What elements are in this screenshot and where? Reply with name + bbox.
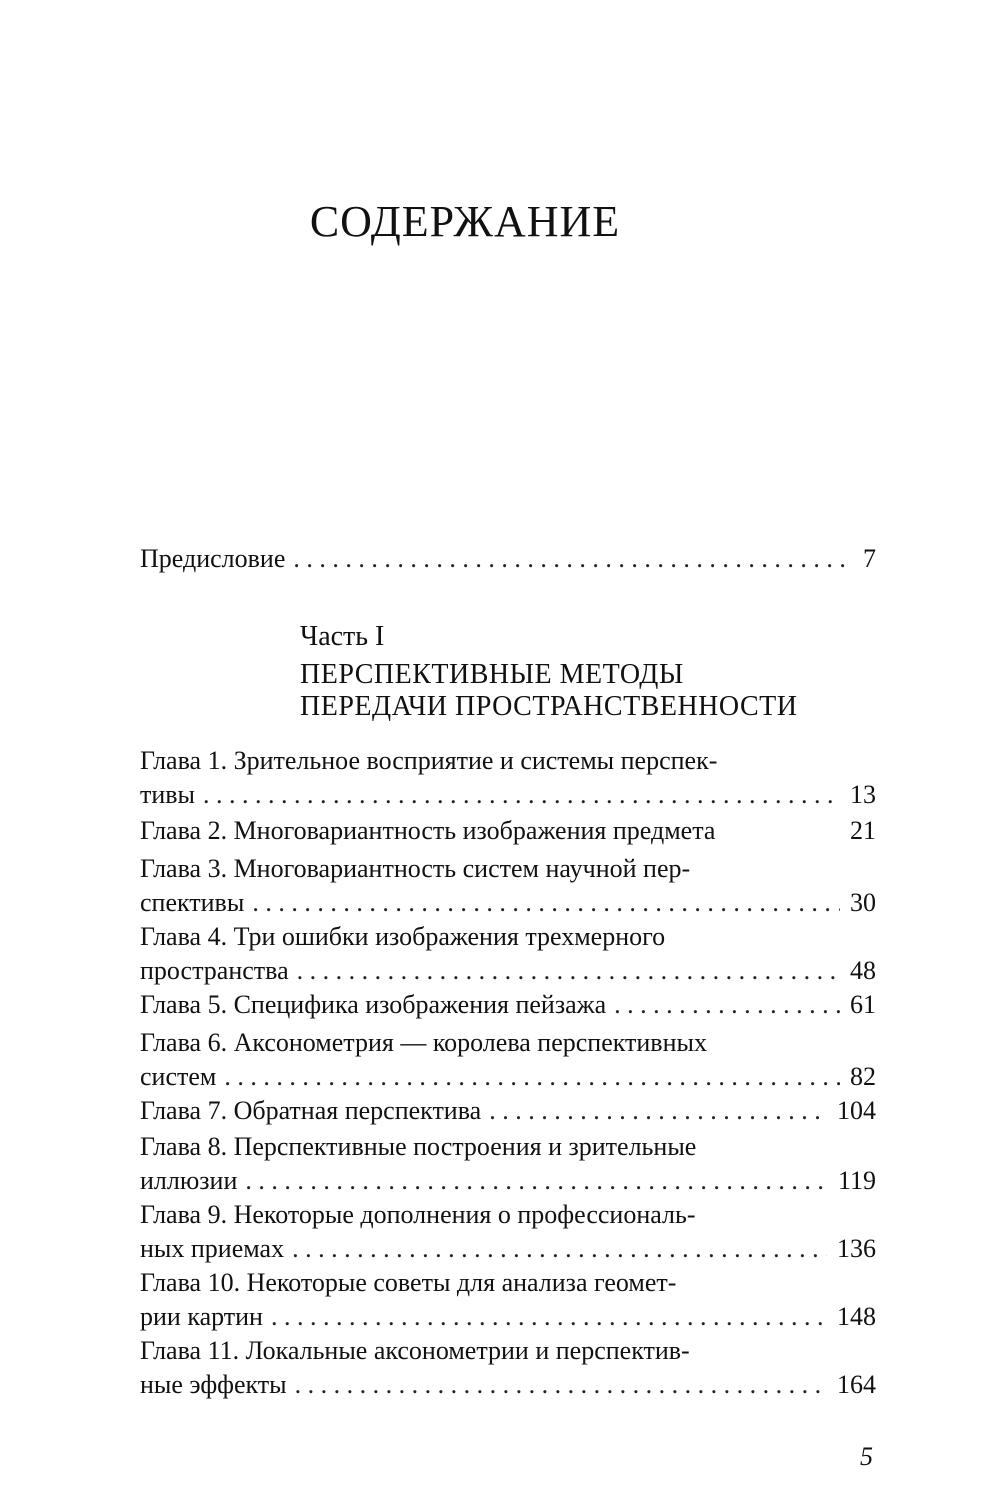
toc-entry-chapter-4[interactable] [140,920,876,988]
page-title: СОДЕРЖАНИЕ [309,197,621,246]
toc-entry-line: Глава 6. Аксонометрия — королева перспективных [140,1028,707,1057]
toc-entry-preface[interactable] [140,542,876,576]
toc-entry-line: Глава 3. Многовариантность систем научной пер- [140,854,691,883]
toc-page-number: 119 [837,1166,876,1195]
toc-entry-chapter-9[interactable] [140,1198,876,1266]
toc-entry-label: Глава 7. Обратная перспектива [140,1096,482,1125]
toc-entry-chapter-2[interactable] [140,814,876,848]
leader-dots [297,954,840,988]
leader-dots [292,1232,827,1266]
page-number-folio: 5 [860,1442,873,1471]
toc-page-number: 21 [850,816,876,845]
part-label: Часть I [300,621,385,652]
toc-page-number: 148 [837,1302,876,1331]
part-heading-line-2: ПЕРЕДАЧИ ПРОСТРАНСТВЕННОСТИ [300,691,798,722]
leader-dots [224,1060,840,1094]
toc-entry-chapter-10[interactable] [140,1266,876,1334]
part-heading-line-1: ПЕРСПЕКТИВНЫЕ МЕТОДЫ [300,659,684,690]
toc-entry-chapter-7[interactable] [140,1094,876,1128]
leader-dots [293,542,853,576]
toc-entry-line: Глава 10. Некоторые советы для анализа геомет- [140,1268,677,1297]
leader-dots [203,778,840,812]
toc-page-number: 48 [850,956,876,985]
toc-entry-line: Глава 9. Некоторые дополнения о профессиональ- [140,1200,696,1229]
toc-entry-chapter-6[interactable] [140,1026,876,1094]
toc-entry-line: иллюзии [140,1166,238,1195]
toc-page-number: 82 [850,1062,876,1091]
toc-entry-label: Глава 2. Многовариантность изображения предмета [140,816,716,845]
toc-page-number: 164 [837,1370,876,1399]
toc-entry-line: пространства [140,956,289,985]
toc-entry-line: Глава 1. Зрительное восприятие и системы перспек- [140,746,718,775]
toc-page-number: 104 [837,1096,876,1125]
toc-entry-line: Глава 11. Локальные аксонометрии и перспектив- [140,1336,690,1365]
leader-dots [489,1094,827,1128]
toc-entry-line: Глава 8. Перспективные построения и зрительные [140,1132,697,1161]
toc-page-number: 136 [837,1234,876,1263]
leader-dots [295,1368,827,1402]
leader-dots [245,1164,828,1198]
toc-entry-chapter-3[interactable] [140,852,876,920]
toc-page-number: 30 [850,888,876,917]
toc-page-number: 13 [850,780,876,809]
toc-entry-chapter-11[interactable] [140,1334,876,1402]
toc-entry-chapter-8[interactable] [140,1130,876,1198]
toc-page-number: 7 [863,544,876,573]
toc-entry-line: Глава 4. Три ошибки изображения трехмерного [140,922,666,951]
leader-dots [252,886,840,920]
toc-entry-label: Предисловие [140,544,286,573]
toc-entry-line: спективы [140,888,245,917]
toc-entry-line: рии картин [140,1302,263,1331]
toc-entry-label: Глава 5. Специфика изображения пейзажа [140,990,607,1019]
toc-entry-line: ных приемах [140,1234,285,1263]
toc-entry-chapter-5[interactable] [140,988,876,1022]
toc-page-number: 61 [850,990,876,1019]
toc-entry-chapter-1[interactable] [140,744,876,812]
toc-entry-line: систем [140,1062,217,1091]
toc-entry-line: ные эффекты [140,1370,287,1399]
leader-dots [271,1300,827,1334]
leader-dots [614,988,840,1022]
toc-entry-line: тивы [140,780,196,809]
